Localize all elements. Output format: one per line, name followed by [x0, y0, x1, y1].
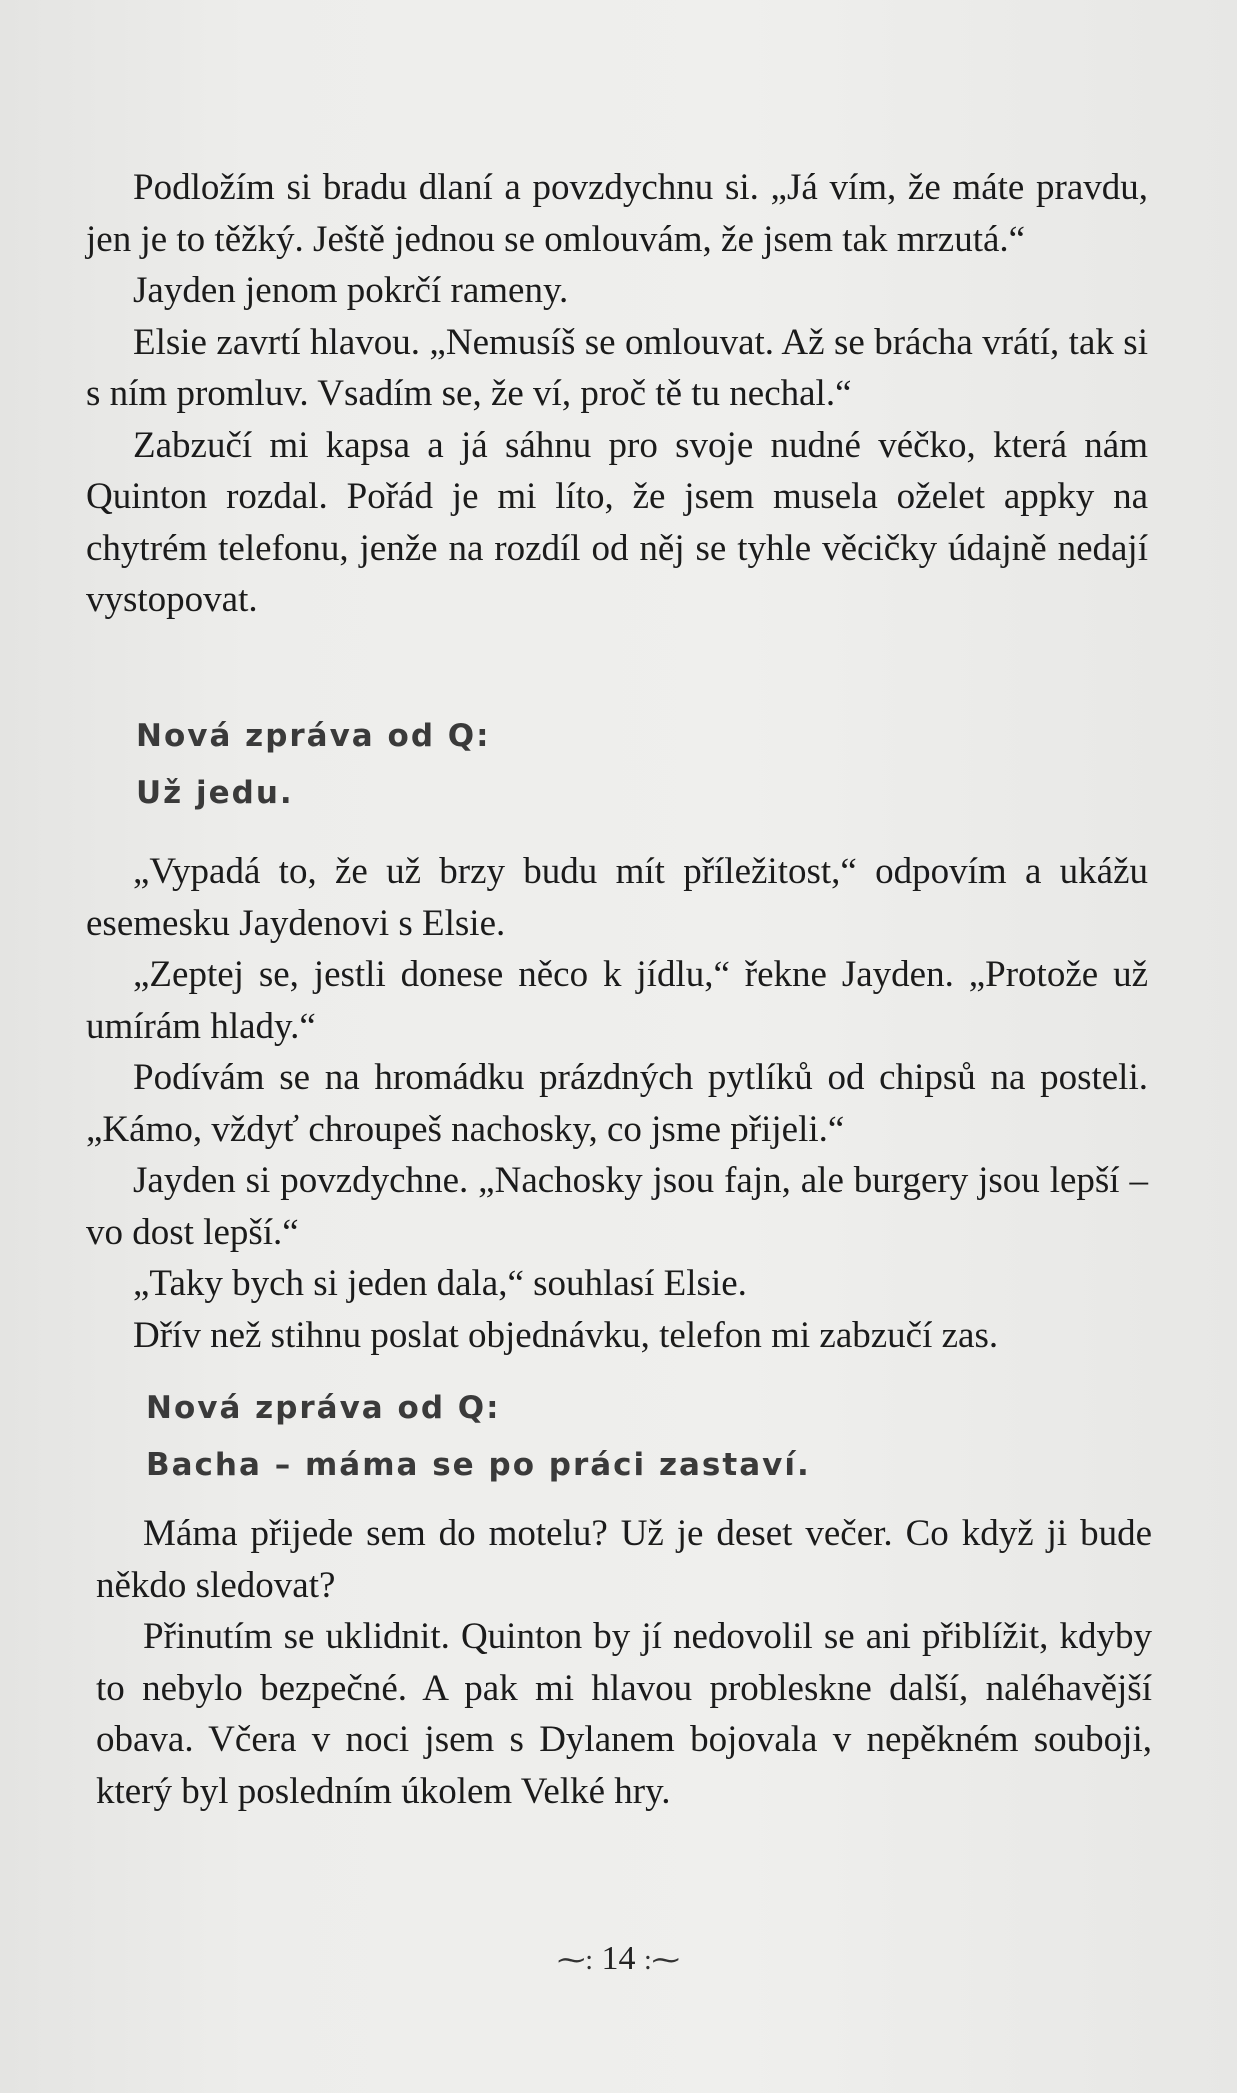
text-message-2: [146, 1380, 811, 1494]
paragraph: Přinutím se uklidnit. Quinton by jí nedovolil se ani přiblížit, kdyby to nebylo bezpečné. A pak mi hlavou probleskne další, naléhavější obava. Včera v noci jsem s Dylanem bojovala v nepěkném souboji, který byl posledním úkolem Velké hry.: [96, 1616, 1152, 1812]
paragraph: Podložím si bradu dlaní a povzdychnu si. „Já vím, že máte pravdu, jen je to těžký. Ještě jednou se omlouvám, že jsem tak mrzutá.“: [86, 167, 1148, 260]
text-block-1: [86, 162, 1148, 626]
paragraph: Dřív než stihnu poslat objednávku, telefon mi zabzučí zas.: [133, 1314, 999, 1356]
paragraph: „Taky bych si jeden dala,“ souhlasí Elsie.: [133, 1263, 747, 1304]
message-body: Bacha – máma se po práci zastaví.: [146, 1447, 811, 1483]
text-block-3: [96, 1508, 1152, 1817]
ornament-right-icon: :⁓: [644, 1945, 680, 1976]
page-number-value: 14: [601, 1940, 636, 1977]
message-header: Nová zpráva od Q:: [146, 1390, 501, 1426]
paragraph: „Vypadá to, že už brzy budu mít příležitost,“ odpovím a ukážu esemesku Jaydenovi s Elsie.: [86, 851, 1148, 944]
paragraph: Jayden si povzdychne. „Nachosky jsou fajn, ale burgery jsou lepší – vo dost lepší.“: [86, 1160, 1148, 1253]
paragraph: Jayden jenom pokrčí rameny.: [133, 270, 569, 311]
paragraph: Máma přijede sem do motelu? Už je deset večer. Co když ji bude někdo sledovat?: [96, 1513, 1152, 1606]
page-number: [0, 1940, 1237, 1978]
paragraph: „Zeptej se, jestli donese něco k jídlu,“ řekne Jayden. „Protože už umírám hlady.“: [86, 954, 1148, 1047]
message-body: Už jedu.: [136, 775, 294, 811]
message-header: Nová zpráva od Q:: [136, 718, 491, 754]
paragraph: Elsie zavrtí hlavou. „Nemusíš se omlouvat. Až se brácha vrátí, tak si s ním promluv. Vsadím se, že ví, proč tě tu nechal.“: [86, 321, 1148, 414]
paragraph: Zabzučí mi kapsa a já sáhnu pro svoje nudné véčko, která nám Quinton rozdal. Pořád je mi líto, že jsem musela oželet appky na chytrém telefonu, jenže na rozdíl od něj se tyhle věcičky údajně nedají vystopovat.: [86, 424, 1148, 620]
text-block-2: [86, 846, 1148, 1361]
paragraph: Podívám se na hromádku prázdných pytlíků od chipsů na posteli. „Kámo, vždyť chroupeš nachosky, co jsme přijeli.“: [86, 1057, 1148, 1150]
text-message-1: [136, 708, 491, 822]
ornament-left-icon: ⁓:: [557, 1945, 593, 1976]
